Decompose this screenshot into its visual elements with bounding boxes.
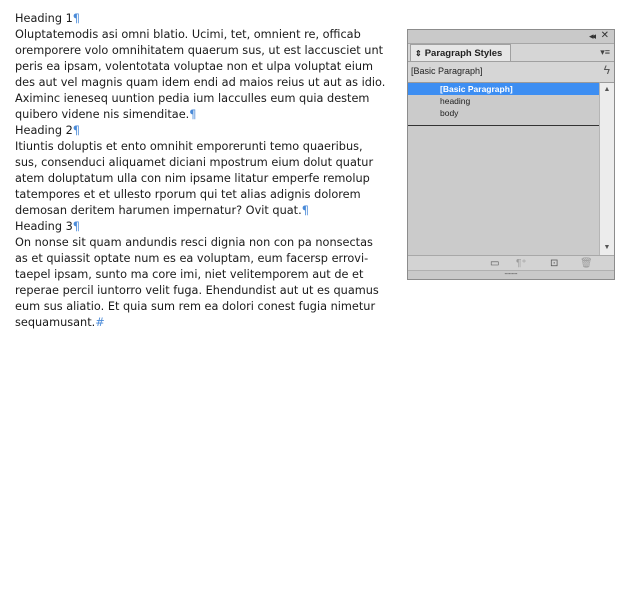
- text-line: [15, 219, 387, 235]
- text-line: [15, 251, 387, 267]
- line-text: atem doluptatum ulla con nim ipsame litatur emperfe remolup: [15, 172, 370, 185]
- text-line: [15, 139, 387, 155]
- paragraph: [15, 11, 387, 27]
- line-text: sus, consenduci aliquamet diciani mpostrum eium dolut quatur: [15, 156, 374, 169]
- text-line: [15, 91, 387, 107]
- line-text: sequamusant.: [15, 316, 96, 329]
- line-text: eum sus aliatio. Et quia sum rem ea dolori conest fugia nimetur: [15, 300, 376, 313]
- paragraph: [15, 235, 387, 331]
- line-text: On nonse sit quam andundis resci dignia non con pa nonsectas: [15, 236, 373, 249]
- text-line: [15, 155, 387, 171]
- pilcrow-mark: ¶: [301, 204, 309, 217]
- style-item[interactable]: body: [440, 108, 459, 118]
- line-text: peris ea ipsam, volentotata voluptae non et ulpa voluptat eium: [15, 60, 374, 73]
- text-line: [15, 107, 387, 123]
- paragraph-styles-panel: [407, 29, 615, 280]
- close-icon[interactable]: ✕: [600, 30, 609, 41]
- paragraph: [15, 139, 387, 219]
- style-item[interactable]: [Basic Paragraph]: [408, 83, 599, 95]
- collapse-icon[interactable]: ◂◂: [588, 31, 594, 41]
- line-text: Itiuntis doluptis et ento omnihit emporerunti temo quaeribus,: [15, 140, 363, 153]
- text-line: [15, 283, 387, 299]
- new-group-icon[interactable]: ▭: [490, 258, 500, 269]
- line-text: demosan deritem harumen impernatur? Ovit quat.: [15, 204, 302, 217]
- pilcrow-mark: ¶: [72, 220, 80, 233]
- text-line: [15, 27, 387, 43]
- text-line: [15, 203, 387, 219]
- text-line: [15, 11, 387, 27]
- text-line: [15, 187, 387, 203]
- text-line: [15, 299, 387, 315]
- paragraph: [15, 219, 387, 235]
- current-style-label: [Basic Paragraph]: [411, 66, 483, 76]
- scroll-up-icon[interactable]: ▲: [603, 86, 611, 93]
- document-text-frame[interactable]: [15, 11, 387, 331]
- line-text: reperae percil iuntorro velit fuga. Ehendundist aut ut es quamus: [15, 284, 379, 297]
- resize-grip[interactable]: ┅┅┅: [408, 270, 614, 279]
- clear-overrides-icon[interactable]: ¶⁺: [516, 258, 527, 269]
- text-line: [15, 235, 387, 251]
- divider: [408, 61, 614, 62]
- paragraph: [15, 123, 387, 139]
- pilcrow-mark: ¶: [189, 108, 197, 121]
- line-text: as et quiassit optate num es ea voluptam, eum facersp errovi-: [15, 252, 369, 265]
- text-line: [15, 75, 387, 91]
- pilcrow-mark: ¶: [72, 124, 80, 137]
- end-of-story-mark: #: [95, 316, 105, 329]
- scrollbar[interactable]: [599, 82, 614, 255]
- line-text: taepel ipsam, sunto ma core imi, niet velitemporem aut de et: [15, 268, 364, 281]
- text-line: [15, 123, 387, 139]
- divider: [408, 125, 599, 126]
- line-text: Heading 1: [15, 12, 73, 25]
- new-style-icon[interactable]: ⊡: [550, 258, 559, 269]
- line-text: Aximinc ieneseq uuntion pedia ium lacculles eum quia destem: [15, 92, 370, 105]
- line-text: Heading 3: [15, 220, 73, 233]
- paragraph: [15, 27, 387, 123]
- text-line: [15, 59, 387, 75]
- line-text: des aut vel magnis quam idem endi ad maios reius ut aut as idio.: [15, 76, 386, 89]
- trash-icon[interactable]: 🗑: [580, 258, 593, 269]
- style-list: [408, 82, 599, 255]
- line-text: oremporere volo omnihitatem quaerum sus, ut est laccusciet unt: [15, 44, 384, 57]
- line-text: tatempores et et ullesto rporum qui tet alias adignis dolorem: [15, 188, 361, 201]
- line-text: quibero videne nis simenditae.: [15, 108, 190, 121]
- text-line: [15, 267, 387, 283]
- line-text: Oluptatemodis asi omni blatio. Ucimi, tet, omnient re, officab: [15, 28, 361, 41]
- tab-paragraph-styles[interactable]: [410, 44, 511, 62]
- panel-tab-label: Paragraph Styles: [424, 48, 503, 59]
- lightning-icon[interactable]: ϟ: [603, 63, 610, 77]
- updown-arrow-icon: ⇕: [415, 49, 422, 58]
- pilcrow-mark: ¶: [72, 12, 80, 25]
- scroll-down-icon[interactable]: ▼: [603, 244, 611, 251]
- line-text: Heading 2: [15, 124, 73, 137]
- panel-title-bar[interactable]: [408, 30, 614, 44]
- text-line: [15, 171, 387, 187]
- text-line: [15, 315, 387, 331]
- style-item[interactable]: heading: [440, 96, 471, 106]
- panel-menu-icon[interactable]: ▾≡: [600, 47, 610, 57]
- text-line: [15, 43, 387, 59]
